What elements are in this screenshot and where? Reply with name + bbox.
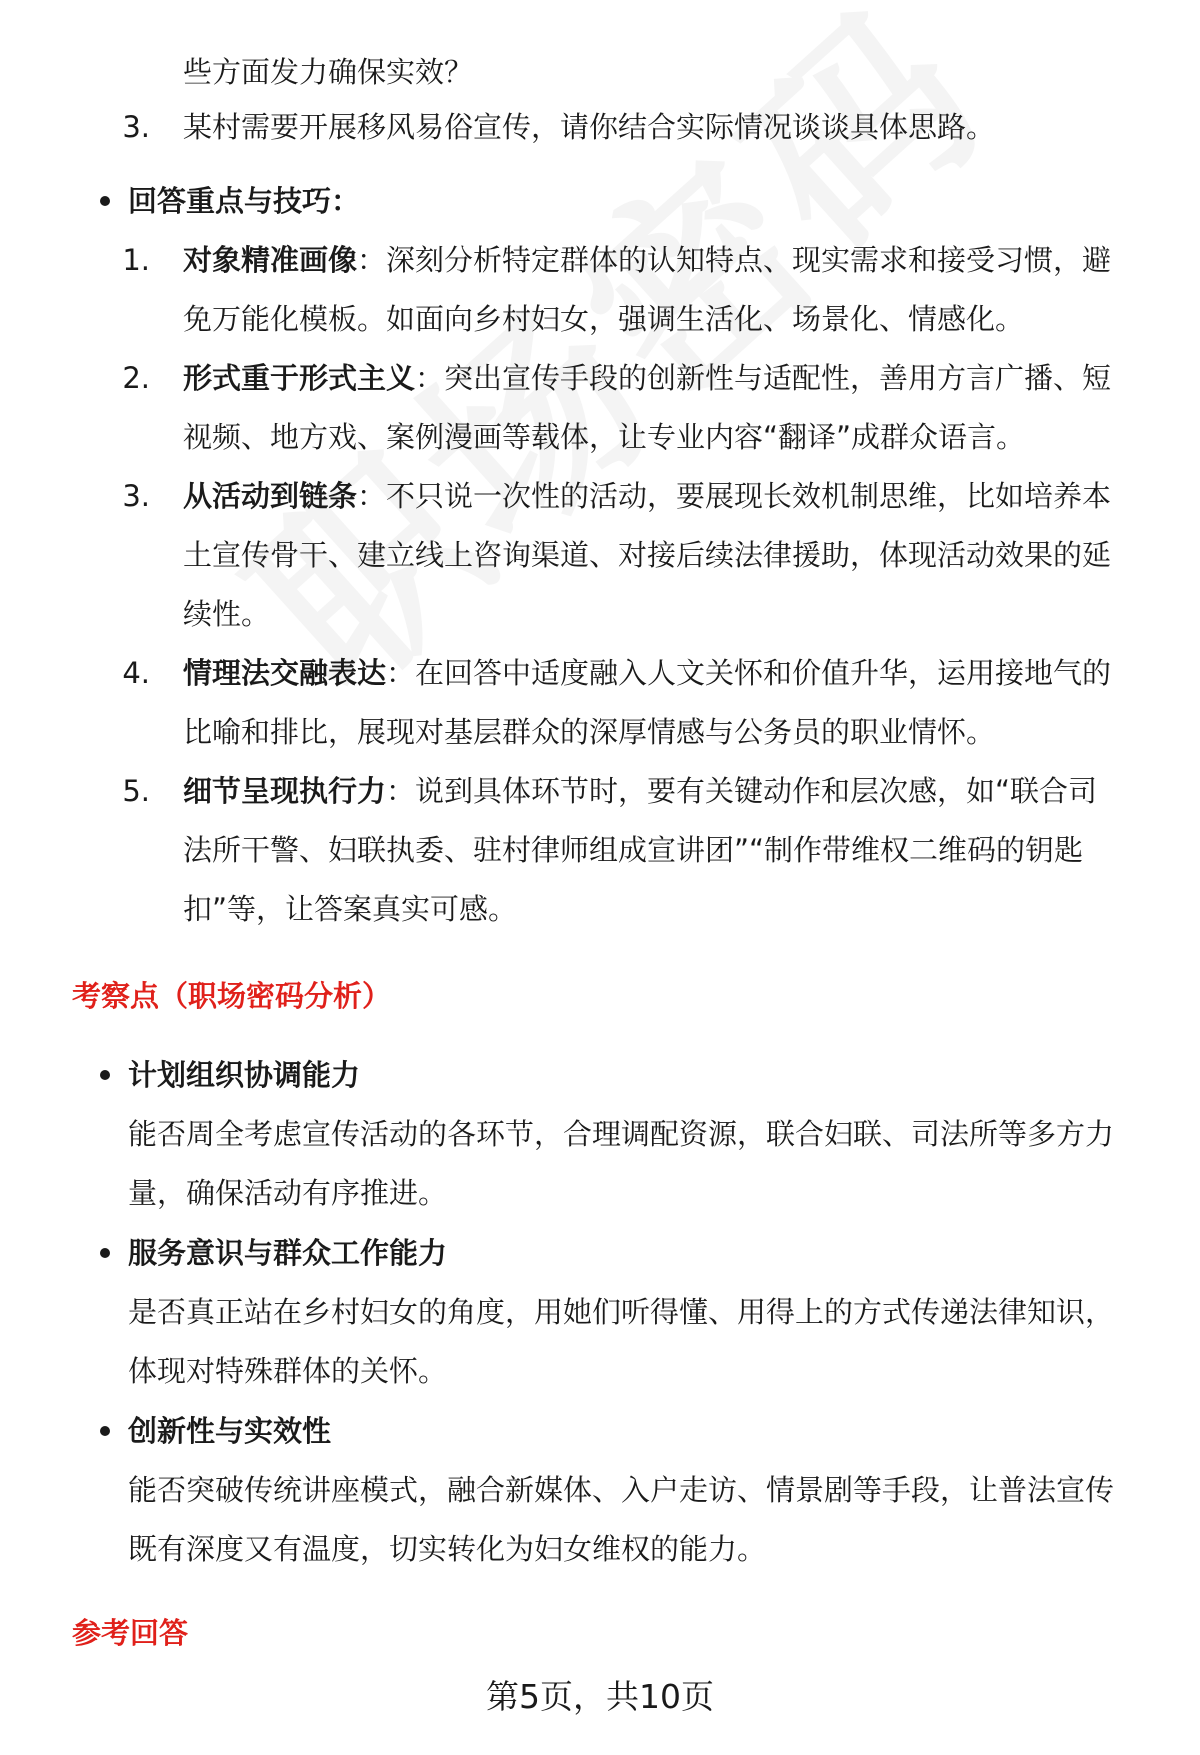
tip-3-heading: 从活动到链条 bbox=[183, 479, 358, 513]
list-number: 4. bbox=[122, 656, 150, 690]
point-2-heading: 服务意识与群众工作能力 bbox=[128, 1236, 448, 1270]
point-1-heading: 计划组织协调能力 bbox=[128, 1058, 361, 1092]
tip-5-line-3: 扣”等，让答案真实可感。 bbox=[183, 892, 518, 926]
tip-2-line-2: 视频、地方戏、案例漫画等载体，让专业内容“翻译”成群众语言。 bbox=[183, 420, 1026, 454]
tip-2-line-1: 形式重于形式主义：突出宣传手段的创新性与适配性，善用方言广播、短 bbox=[183, 361, 1112, 395]
tip-1-heading: 对象精准画像 bbox=[183, 243, 358, 277]
bullet-icon bbox=[100, 196, 110, 206]
list-number: 3. bbox=[122, 479, 150, 513]
bullet-icon bbox=[100, 1426, 110, 1436]
point-2-line-2: 体现对特殊群体的关怀。 bbox=[128, 1354, 448, 1388]
tip-3-line-3: 续性。 bbox=[183, 597, 271, 631]
page-number: 第5页，共10页 bbox=[486, 1677, 714, 1716]
tip-4-line-2: 比喻和排比，展现对基层群众的深厚情感与公务员的职业情怀。 bbox=[183, 715, 996, 749]
question-3-text: 某村需要开展移风易俗宣传，请你结合实际情况谈谈具体思路。 bbox=[183, 110, 996, 144]
tip-5-heading: 细节呈现执行力 bbox=[183, 774, 387, 808]
tip-2-heading: 形式重于形式主义 bbox=[183, 361, 416, 395]
tip-5-line-2: 法所干警、妇联执委、驻村律师组成宣讲团”“制作带维权二维码的钥匙 bbox=[183, 833, 1084, 867]
list-number: 3. bbox=[122, 110, 150, 144]
section-title-assessment: 考察点（职场密码分析） bbox=[72, 979, 392, 1013]
bullet-icon bbox=[100, 1070, 110, 1080]
list-number: 2. bbox=[122, 361, 150, 395]
tip-1-line-2: 免万能化模板。如面向乡村妇女，强调生活化、场景化、情感化。 bbox=[183, 302, 1025, 336]
list-number: 5. bbox=[122, 774, 150, 808]
bullet-icon bbox=[100, 1248, 110, 1258]
point-3-line-1: 能否突破传统讲座模式，融合新媒体、入户走访、情景剧等手段，让普法宣传 bbox=[128, 1473, 1115, 1507]
list-number: 1. bbox=[122, 243, 150, 277]
tip-5-line-1: 细节呈现执行力：说到具体环节时，要有关键动作和层次感，如“联合司 bbox=[183, 774, 1098, 808]
section-title-reference-answer: 参考回答 bbox=[72, 1616, 189, 1650]
tip-1-line-1: 对象精准画像：深刻分析特定群体的认知特点、现实需求和接受习惯，避 bbox=[183, 243, 1112, 277]
point-2-line-1: 是否真正站在乡村妇女的角度，用她们听得懂、用得上的方式传递法律知识， bbox=[128, 1295, 1115, 1329]
point-1-line-2: 量，确保活动有序推进。 bbox=[128, 1176, 448, 1210]
tip-4-heading: 情理法交融表达 bbox=[183, 656, 387, 690]
tip-4-line-1: 情理法交融表达：在回答中适度融入人文关怀和价值升华，运用接地气的 bbox=[183, 656, 1112, 690]
tip-3-line-2: 土宣传骨干、建立线上咨询渠道、对接后续法律援助，体现活动效果的延 bbox=[183, 538, 1112, 572]
point-1-line-1: 能否周全考虑宣传活动的各环节，合理调配资源，联合妇联、司法所等多方力 bbox=[128, 1117, 1115, 1151]
question-continuation: 些方面发力确保实效？ bbox=[183, 55, 474, 89]
point-3-line-2: 既有深度又有温度，切实转化为妇女维权的能力。 bbox=[128, 1532, 767, 1566]
point-3-heading: 创新性与实效性 bbox=[128, 1414, 332, 1448]
tips-heading: 回答重点与技巧： bbox=[128, 184, 361, 218]
tip-3-line-1: 从活动到链条：不只说一次性的活动，要展现长效机制思维，比如培养本 bbox=[183, 479, 1112, 513]
